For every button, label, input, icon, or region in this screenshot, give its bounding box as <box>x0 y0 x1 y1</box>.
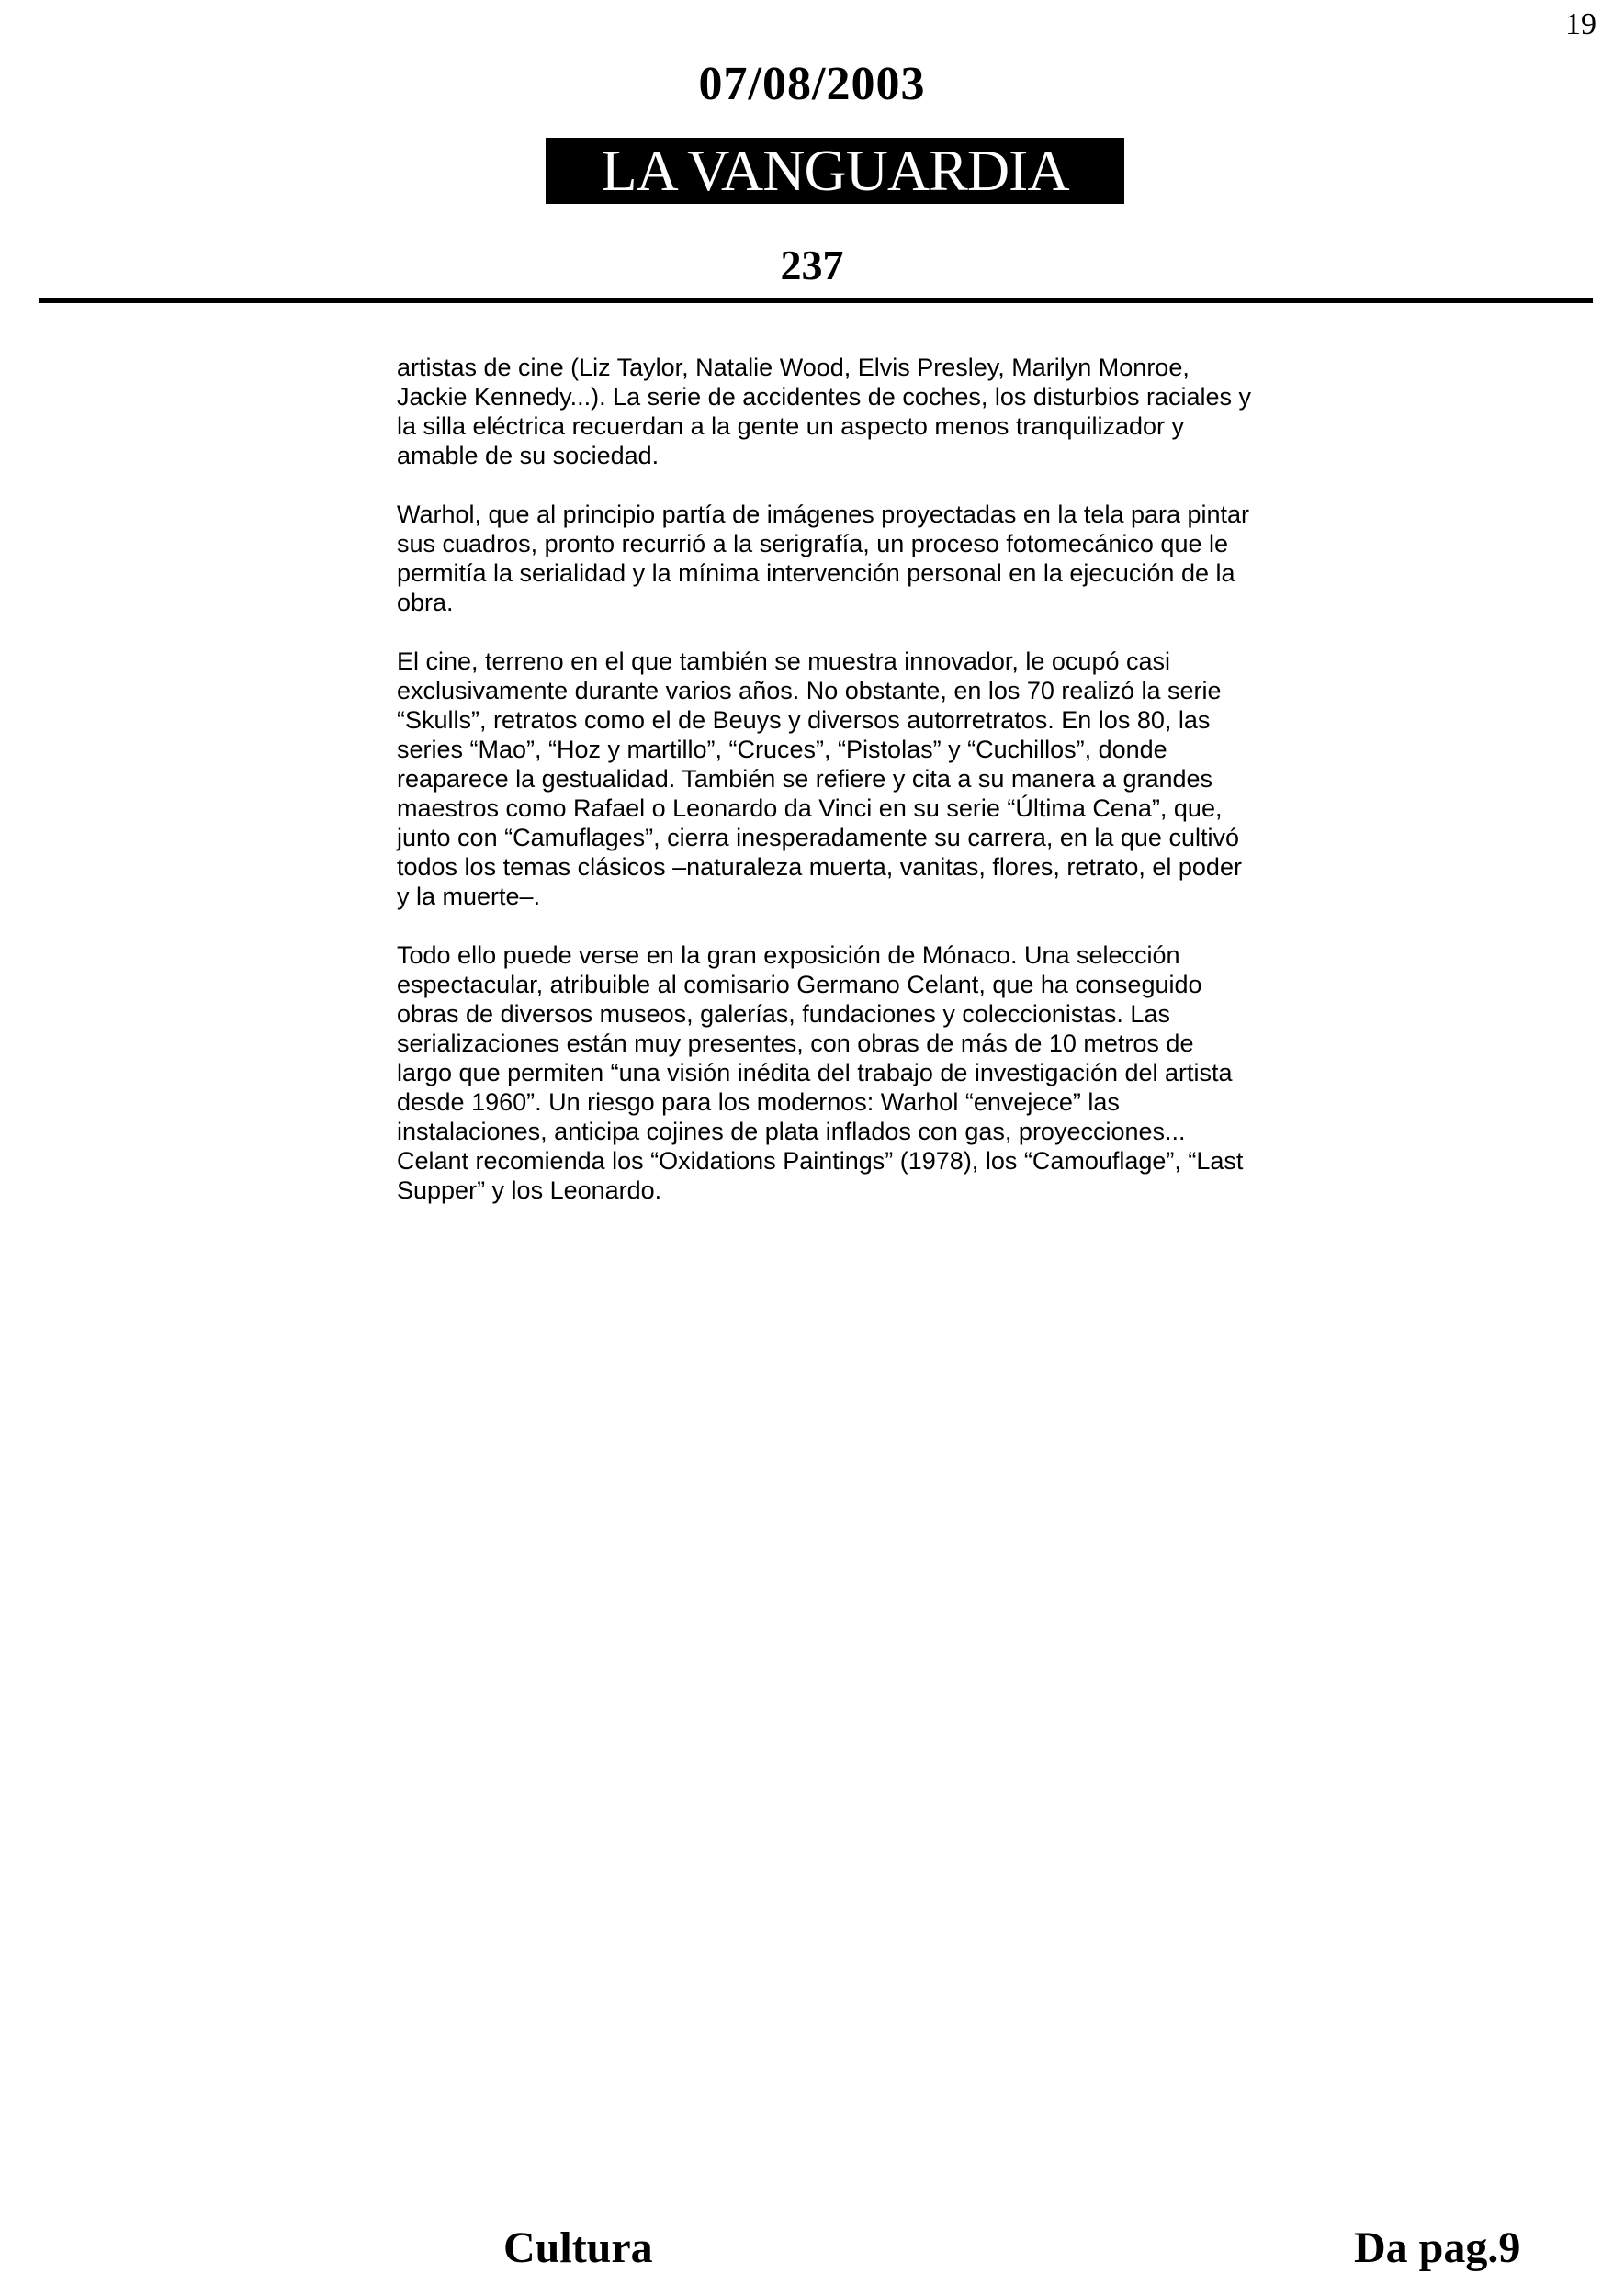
article-body <box>397 353 1251 1234</box>
article-paragraph: Todo ello puede verse en la gran exposición de Mónaco. Una selección espectacular, atribuible al comisario Germano Celant, que ha conseguido obras de diversos museos, galerías, fundaciones y coleccionistas. Las serializaciones están muy presentes, con obras de más de 10 metros de largo que permiten “una visión inédita del trabajo de investigación del artista desde 1960”. Un riesgo para los modernos: Warhol “envejece” las instalaciones, anticipa cojines de plata inflados con gas, proyecciones... Celant recomienda los “Oxidations Paintings” (1978), los “Camouflage”, “Last Supper” y los Leonardo. <box>397 941 1244 1204</box>
article-paragraph: El cine, terreno en el que también se muestra innovador, le ocupó casi exclusivamente durante varios años. No obstante, en los 70 realizó la serie “Skulls”, retratos como el de Beuys y diversos autorretratos. En los 80, las series “Mao”, “Hoz y martillo”, “Cruces”, “Pistolas” y “Cuchillos”, donde reaparece la gestualidad. También se refiere y cita a su manera a grandes maestros como Rafael o Leonardo da Vinci en su serie “Última Cena”, que, junto con “Camuflages”, cierra inesperadamente su carrera, en la que cultivó todos los temas clásicos –naturaleza muerta, vanitas, flores, retrato, el poder y la muerte–. <box>397 647 1242 910</box>
article-paragraph: artistas de cine (Liz Taylor, Natalie Wood, Elvis Presley, Marilyn Monroe, Jackie Kennedy...). La serie de accidentes de coches, los disturbios raciales y la silla eléctrica recuerdan a la gente un aspecto menos tranquilizador y amable de su sociedad. <box>397 354 1251 469</box>
section-label: Cultura <box>503 2223 653 2272</box>
publication-date: 07/08/2003 <box>698 58 926 110</box>
article-paragraph: Warhol, que al principio partía de imágenes proyectadas en la tela para pintar sus cuadros, pronto recurrió a la serigrafía, un proceso fotomecánico que le permitía la serialidad y la mínima intervención personal en la ejecución de la obra. <box>397 501 1250 616</box>
newspaper-masthead: LA VANGUARDIA <box>546 138 1124 204</box>
source-page-label: Da pag.9 <box>1354 2223 1521 2272</box>
issue-number: 237 <box>780 242 844 288</box>
header-divider <box>39 298 1593 303</box>
page-number: 19 <box>1565 7 1596 41</box>
